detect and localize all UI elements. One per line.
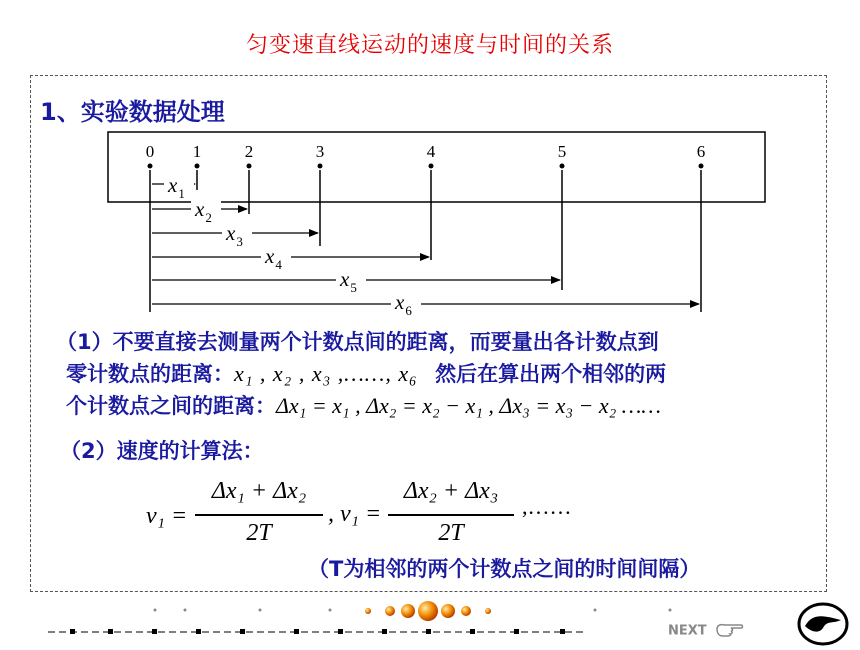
paper-tape xyxy=(108,132,765,202)
step1-line3-lead: 个计数点之间的距离： xyxy=(66,394,276,418)
step1-paragraph xyxy=(56,327,836,422)
fraction1-numerator: Δx₁ + Δx₂ xyxy=(211,478,307,504)
step1-line1 xyxy=(56,327,836,358)
v1-label: v₁ = xyxy=(146,503,188,529)
segment-label-6: $x_6$ xyxy=(395,290,412,318)
v1-label-2: , v₁ = xyxy=(328,501,382,527)
step1-line3-math: Δx₁ = x₁ , Δx₂ = x₂ − x₁ , Δx₃ = x₃ − x₂ …… xyxy=(276,393,661,418)
step1-line3 xyxy=(66,390,836,422)
school-logo-icon xyxy=(795,598,851,650)
point-label-1: 1 xyxy=(192,142,202,161)
point-dot-2 xyxy=(247,164,252,169)
note-text: 为相邻的两个计数点之间的时间间隔） xyxy=(343,557,701,581)
slide-title: 匀变速直线运动的速度与时间的关系 xyxy=(245,33,614,58)
point-label-5: 5 xyxy=(557,142,567,161)
point-dot-5 xyxy=(560,164,565,169)
step1-prefix: （1） xyxy=(56,330,113,354)
fraction1-bar xyxy=(195,514,323,516)
point-dot-1 xyxy=(195,164,200,169)
fraction1-denominator: 2T xyxy=(246,520,272,546)
point-dot-0 xyxy=(148,164,153,169)
formula-ellipsis: ,…… xyxy=(522,494,572,519)
next-button[interactable] xyxy=(668,620,745,642)
point-label-3: 3 xyxy=(315,142,325,161)
step1-line2-math: x₁ , x₂ , x₃ ,……, x₆ xyxy=(234,361,418,386)
pointing-hand-icon xyxy=(715,620,745,642)
segment-label-3: $x_3$ xyxy=(226,221,243,249)
segment-label-2: $x_2$ xyxy=(195,197,212,225)
step2-prefix: （2） xyxy=(60,439,117,463)
section-number: 1 xyxy=(40,98,57,126)
point-dot-3 xyxy=(318,164,323,169)
fraction2-bar xyxy=(388,514,514,516)
step1-line2 xyxy=(66,358,836,390)
step2-text: 速度的计算法： xyxy=(116,439,264,463)
point-label-6: 6 xyxy=(696,142,706,161)
point-label-0: 0 xyxy=(145,142,155,161)
next-label: NEXT xyxy=(668,623,707,639)
step1-line1-text: 不要直接去测量两个计数点间的距离，而要量出各计数点到 xyxy=(112,330,659,354)
segment-label-4: $x_4$ xyxy=(265,244,282,272)
fraction2-denominator: 2T xyxy=(438,520,464,546)
point-dot-4 xyxy=(429,164,434,169)
footer-balls xyxy=(365,601,491,621)
step2-heading xyxy=(60,436,264,467)
note-t: T xyxy=(329,557,344,581)
step1-line2-lead: 零计数点的距离： xyxy=(66,362,234,386)
segment-label-5: $x_5$ xyxy=(340,267,357,295)
note-open: （ xyxy=(308,557,329,581)
point-label-4: 4 xyxy=(426,142,436,161)
point-label-2: 2 xyxy=(244,142,254,161)
section-heading-text: 、实验数据处理 xyxy=(56,98,225,126)
step1-line2-tail: 然后在算出两个相邻的两 xyxy=(435,362,667,386)
footer-dotted-line xyxy=(48,629,585,634)
point-dot-6 xyxy=(699,164,704,169)
fraction2-numerator: Δx₂ + Δx₃ xyxy=(403,478,499,504)
segment-label-1: $x_1$ xyxy=(168,173,185,201)
time-interval-note xyxy=(308,553,700,583)
